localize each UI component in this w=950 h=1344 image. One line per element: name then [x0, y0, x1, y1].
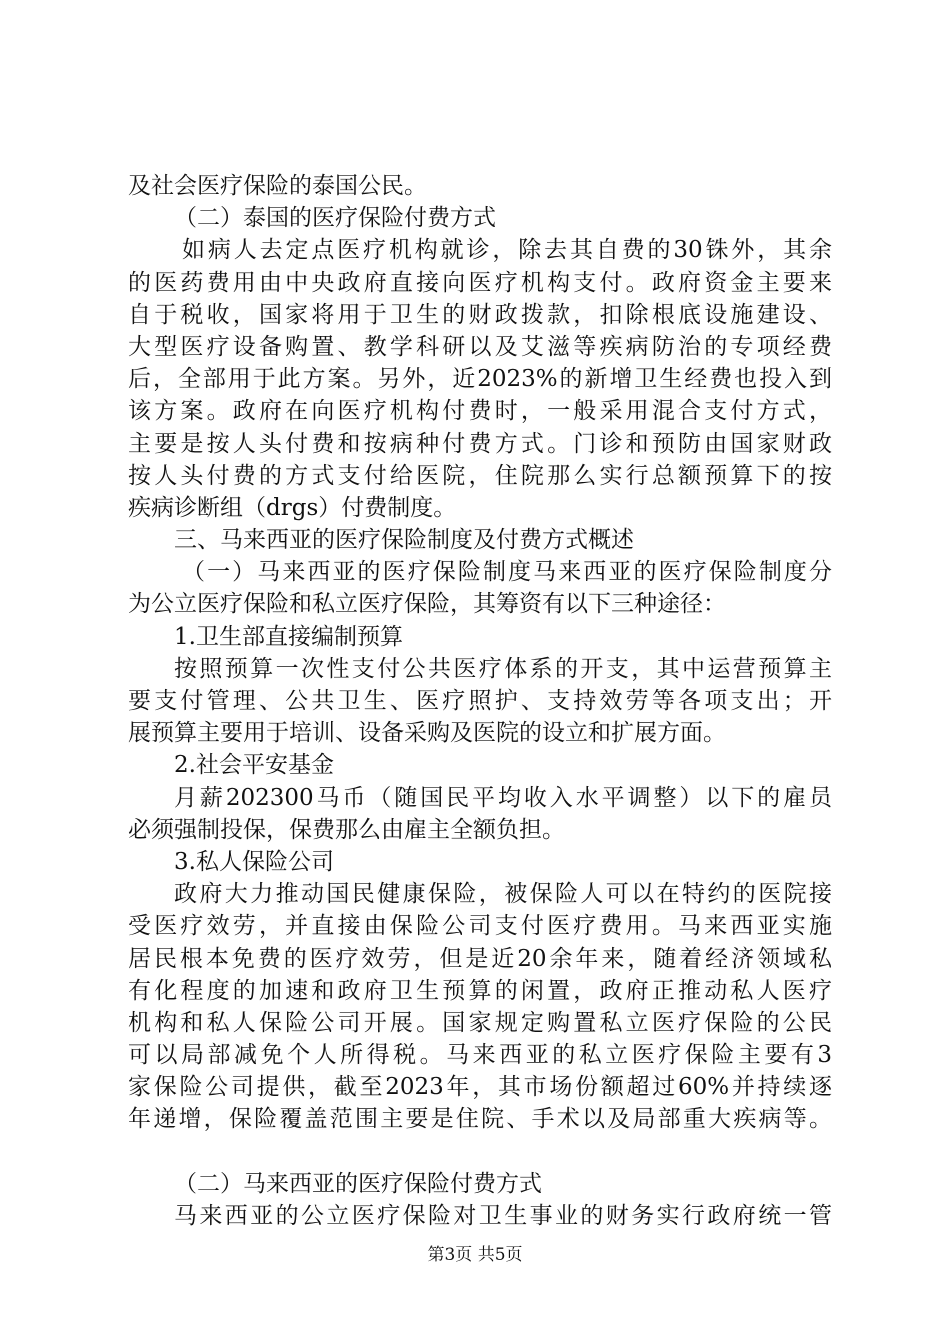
- text-line: 按照预算一次性支付公共医疗体系的开支，其中运营预算主: [174, 655, 832, 682]
- text-line: 该方案。政府在向医疗机构付费时，一般采用混合支付方式，: [128, 398, 832, 425]
- text-line: 居民根本免费的医疗效劳，但是近20余年来，随着经济领域私: [128, 945, 832, 972]
- text-line: 机构和私人保险公司开展。国家规定购置私立医疗保险的公民: [128, 1009, 832, 1036]
- subsection-heading: 3.私人保险公司: [174, 848, 334, 875]
- page-number: 第3页 共5页: [427, 1245, 523, 1265]
- text-line: 政府大力推动国民健康保险，被保险人可以在特约的医院接: [174, 881, 832, 908]
- subsection-heading: 1.卫生部直接编制预算: [174, 623, 403, 650]
- paragraph-gap: [128, 1136, 832, 1168]
- text-line: 年递增，保险覆盖范围主要是住院、手术以及局部重大疾病等。: [128, 1106, 832, 1133]
- section-heading: 三、马来西亚的医疗保险制度及付费方式概述: [174, 527, 634, 554]
- text-line: 展预算主要用于培训、设备采购及医院的设立和扩展方面。: [128, 720, 726, 747]
- text-line: 后，全部用于此方案。另外，近2023%的新增卫生经费也投入到: [128, 366, 832, 393]
- text-line: 大型医疗设备购置、教学科研以及艾滋等疾病防治的专项经费: [128, 333, 832, 360]
- text-line: 必须强制投保，保费那么由雇主全额负担。: [128, 816, 565, 843]
- text-line: 要支付管理、公共卫生、医疗照护、支持效劳等各项支出；开: [128, 688, 832, 714]
- text-line: 为公立医疗保险和私立医疗保险，其筹资有以下三种途径：: [128, 591, 726, 618]
- text-line: 月薪202300马币（随国民平均收入水平调整）以下的雇员: [174, 784, 832, 811]
- text-line: 可以局部减免个人所得税。马来西亚的私立医疗保险主要有3: [128, 1042, 832, 1069]
- text-line: 疾病诊断组（drgs）付费制度。: [128, 494, 457, 521]
- document-body: [128, 170, 832, 1232]
- text-line: 有化程度的加速和政府卫生预算的闲置，政府正推动私人医疗: [128, 977, 832, 1004]
- section-heading: （二）马来西亚的医疗保险付费方式: [174, 1170, 542, 1197]
- text-line: 主要是按人头付费和按病种付费方式。门诊和预防由国家财政: [128, 430, 832, 457]
- text-line: 如病人去定点医疗机构就诊，除去其自费的30铢外，其余: [182, 237, 832, 264]
- text-line: 受医疗效劳，并直接由保险公司支付医疗费用。马来西亚实施: [128, 913, 832, 940]
- text-line: 按人头付费的方式支付给医院，住院那么实行总额预算下的按: [128, 462, 832, 489]
- text-line: 及社会医疗保险的泰国公民。: [128, 173, 427, 199]
- subsection-heading: 2.社会平安基金: [174, 752, 334, 779]
- text-line: 马来西亚的公立医疗保险对卫生事业的财务实行政府统一管: [174, 1202, 832, 1229]
- section-heading: （一）马来西亚的医疗保险制度马来西亚的医疗保险制度分: [182, 559, 832, 586]
- section-heading: （二）泰国的医疗保险付费方式: [174, 205, 496, 232]
- text-line: 家保险公司提供，截至2023年，其市场份额超过60%并持续逐: [128, 1074, 832, 1101]
- text-line: 的医药费用由中央政府直接向医疗机构支付。政府资金主要来: [128, 269, 832, 296]
- text-line: 自于税收，国家将用于卫生的财政拨款，扣除根底设施建设、: [128, 301, 832, 328]
